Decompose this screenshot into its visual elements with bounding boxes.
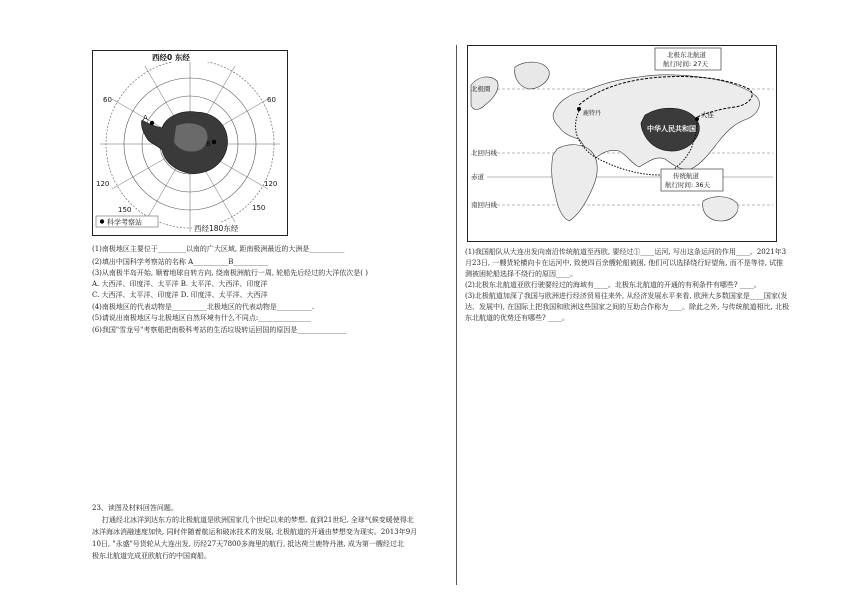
map-bottom-label: 西经180东经: [194, 224, 239, 233]
left-question-4: (4)南极地区的代表动物是__________北极地区的代表动物是__________.: [92, 303, 315, 311]
q23-text-line: 打通经北冰洋到达东方的北极航道是欧洲国家几个世纪以来的梦想, 直到21世纪, 全球气候变暖使得北: [102, 516, 414, 524]
legend-station-icon: [100, 219, 104, 223]
lon-label: 60: [267, 96, 276, 104]
left-option-cd: C. 大西洋、太平洋、印度洋 D. 印度洋、太平洋、大西洋: [92, 291, 268, 299]
china-label: 中华人民共和国: [647, 125, 696, 133]
arctic-route-label: 北极东北航道: [667, 51, 706, 59]
q23-title: 23、读图及材料回答问题。: [92, 504, 178, 512]
lon-label: 150: [118, 206, 132, 214]
right-question-line: (3)北极航道加深了我国与欧洲进行经济贸易往来外, 从经济发展水平来看, 欧洲大多数国家是____国家(发: [465, 292, 788, 300]
q23-text-line: 极东北航道完成亚欧航行的中国商船。: [92, 552, 211, 560]
station-a-label: A: [143, 114, 148, 122]
left-option-ab: A. 大西洋、印度洋、太平洋 B. 太平洋、大西洋、印度洋: [92, 280, 268, 288]
dalian-marker: [695, 117, 699, 121]
arctic-circle-label: 北极圈: [471, 85, 491, 93]
right-question-line: (2)北极东北航道亚欧行驶要经过的海域有____。北极东北航道的开通的有利条件有哪些? ____。: [465, 281, 761, 289]
station-b-label: B: [206, 140, 211, 148]
left-question-5: (5)请说出南极地区与北极地区自然环境有什么不同点:_______________: [92, 314, 311, 322]
left-question-6: (6)我国"雪龙号"考察船把南极科考站的生活垃圾转运回国的原因是______________: [92, 326, 347, 334]
traditional-route-label: 传统航道: [673, 172, 699, 180]
lon-label: 60: [103, 96, 112, 104]
tropic-cancer-label: 北回归线: [471, 149, 497, 157]
dalian-label: 大连: [701, 111, 714, 119]
legend-label: 科学考察站: [107, 218, 142, 227]
right-question-line: 达、发展中), 在国际上把我国和欧洲这些国家之间的互助合作称为____。除此之外, 与传统航道相比, 北极: [465, 303, 790, 311]
q23-text-line: 10日, "永盛"号货轮从大连出发, 历经27天7800多海里的航行, 抵达荷兰鹿特丹港, 成为第一艘经过北: [92, 540, 404, 548]
right-question-line: 测被困轮船选择不绕行的原因____。: [465, 270, 577, 278]
station-b-marker: [212, 140, 216, 144]
left-question-3: (3)从南极半岛开始, 顺着地球自转方向, 绕南极洲航行一周, 轮船先后经过的大洋依次是( ): [92, 269, 368, 277]
lon-label: 120: [96, 180, 110, 188]
rotterdam-label: 鹿特丹: [583, 110, 602, 117]
lon-label: 120: [264, 180, 278, 188]
right-question-line: (1)我国船队从大连出发向南沿传统航道至西欧, 要经过①____运河, 写出这条运河的作用____。2021年3: [465, 248, 787, 256]
right-question-line: 月23日, 一艘货轮横向卡在运河中, 致使四百余艘轮船被困, 他们可以选择绕行好望角, 而不是等待, 试推: [465, 259, 784, 267]
arctic-route-time: 航行时间: 27天: [663, 60, 709, 68]
equator-label: 赤道: [471, 173, 484, 181]
rotterdam-marker: [577, 107, 581, 111]
q23-text-line: 冰洋海冰消融速度加快, 同时伴随着航运和破冰技术的发展, 北极航道的开通由梦想变为现实。2013年9月: [92, 528, 418, 536]
lon-label: 150: [252, 204, 266, 212]
left-question-2: (2)填出中国科学考察站的名称 A__________B__________: [92, 258, 269, 266]
antarctic-map: [92, 50, 288, 236]
arctic-route-map: [467, 45, 777, 242]
right-question-line: 东北航道的优势还有哪些? ____。: [465, 314, 569, 322]
map-top-label: 西经0 东经: [152, 53, 190, 62]
tropic-capricorn-label: 南回归线: [471, 201, 497, 209]
station-a-marker: [150, 121, 154, 125]
column-divider: [456, 45, 457, 585]
traditional-route-time: 航行时间: 36天: [665, 181, 711, 189]
left-question-1: (1)南极地区主要位于________以南的广大区域, 距南极洲最近的大洲是__________: [92, 245, 345, 253]
